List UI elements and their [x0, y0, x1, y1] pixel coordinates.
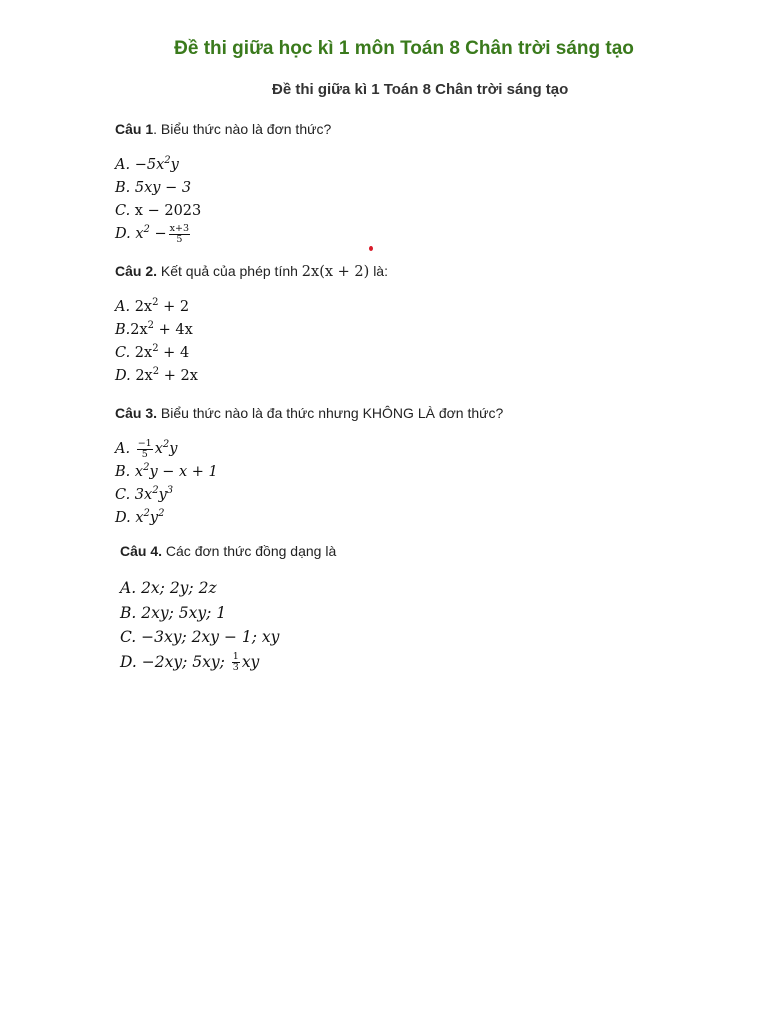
option-b: B. $x^2y - x + 1$: [115, 462, 218, 480]
option-d: D. −2xy; 5xy; $\frac{1}{3}$ xy: [120, 651, 260, 673]
option-b: $B.2x^2 + 4x$: [115, 320, 193, 338]
question-2-text-end: là:: [373, 263, 388, 279]
option-c: C. $3x^2y^3$: [115, 485, 174, 503]
fraction: $\frac{x+3}{5}$: [169, 222, 190, 245]
option-c: C. $2x^2 + 4$: [115, 343, 190, 361]
question-3: [115, 405, 503, 421]
question-3-text: Biểu thức nào là đa thức nhưng KHÔNG LÀ đơn thức?: [160, 405, 504, 421]
question-1-text: . Biểu thức nào là đơn thức?: [153, 121, 332, 137]
option-a: A. $2x^2 + 2$: [115, 297, 190, 315]
option-b: B. 2xy; 5xy; 1: [120, 603, 227, 622]
question-2-text: Kết quả của phép tính: [160, 263, 298, 279]
question-4-options: [120, 576, 279, 674]
option-c: C. x − 2023: [115, 203, 202, 219]
question-2-math: 2x(x + 2): [301, 264, 370, 280]
question-4: [120, 543, 336, 559]
option-a: A. $\frac{-1}{5}$ $x^2y$: [115, 437, 178, 460]
option-c: C. −3xy; 2xy − 1; xy: [120, 628, 280, 646]
question-3-options: [115, 438, 218, 530]
question-1-options: [115, 154, 201, 246]
question-1-label: Câu 1: [115, 121, 154, 137]
option-b: B. 5xy − 3: [115, 180, 192, 196]
option-d: D. $x^2y^2$: [115, 508, 165, 526]
option-d: D. $2x^2 + 2x$: [115, 366, 198, 384]
question-2: [115, 263, 388, 280]
fraction: $\frac{1}{3}$: [232, 651, 239, 673]
question-3-label: Câu 3.: [115, 405, 158, 421]
question-2-label: Câu 2.: [115, 263, 158, 279]
fraction: $\frac{-1}{5}$: [137, 437, 152, 460]
question-1: [115, 121, 331, 137]
question-4-text: Các đơn thức đồng dạng là: [165, 543, 337, 559]
option-a: A. 2x; 2y; 2z: [120, 579, 217, 597]
exam-subtitle: Đề thi giữa kì 1 Toán 8 Chân trời sáng tạo: [272, 81, 569, 98]
page-title: Đề thi giữa học kì 1 môn Toán 8 Chân trời sáng tạo: [174, 38, 634, 59]
option-a: A. $-5x^2y$: [115, 155, 179, 173]
question-2-options: [115, 296, 198, 388]
question-4-label: Câu 4.: [120, 543, 163, 559]
red-dot-mark: [369, 246, 373, 251]
option-d: D. $x^2$ − $\frac{x+3}{5}$: [115, 222, 190, 245]
